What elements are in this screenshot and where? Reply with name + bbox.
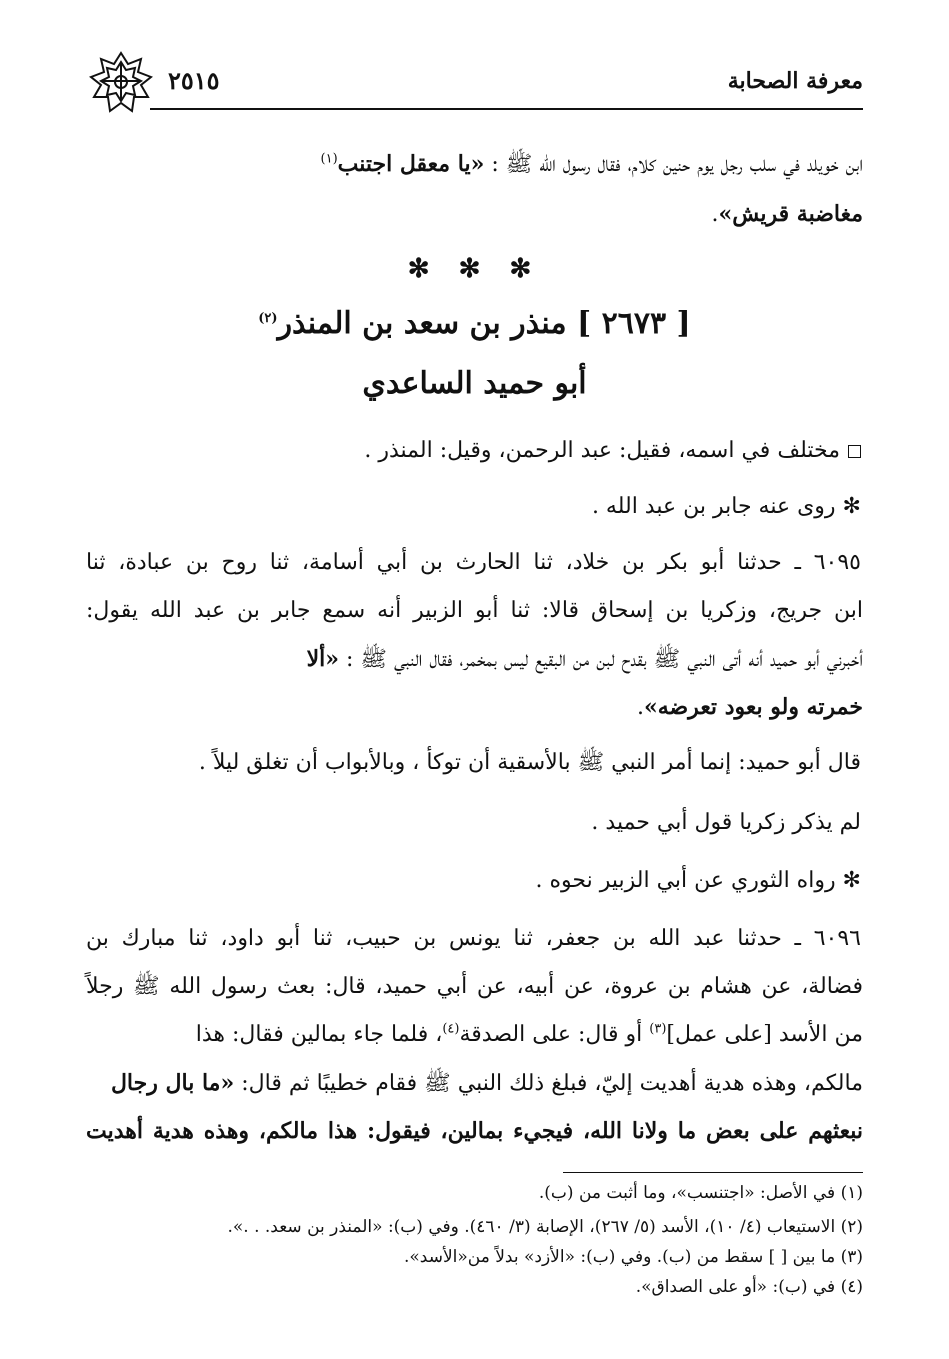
hadith-line: ابن جريج، وزكريا بن إسحاق قالا: ثنا أبو الزبير أنه سمع جابر بن عبد الله يقول:: [86, 598, 863, 623]
text-line: [86, 197, 863, 232]
footnote: (١) في الأصل: «اجتنسب»، وما أثبت من (ب).: [538, 1183, 863, 1203]
footnote: (٢) الاستيعاب (٤/ ١٠)، الأسد (٥/ ٢٦٧)، الإصابة (٣/ ٤٦٠). وفي (ب): «المنذر بن سعد. . .».: [227, 1217, 863, 1237]
text-line: لم يذكر زكريا قول أبي حميد .: [591, 810, 861, 835]
hadith-line: [86, 642, 863, 677]
text-segment: ابن خويلد في سلب رجل يوم حنين كلام، فقال رسول الله ﷺ :: [491, 152, 863, 177]
footnote-ref: (١): [320, 151, 338, 167]
hadith-line: [86, 1018, 863, 1052]
section-divider: ✻ ✻ ✻: [407, 254, 542, 284]
header-rule: [150, 108, 863, 110]
hadith-quote: مغاضبة قريش»: [718, 201, 863, 227]
hadith-line: نبعثهم على بعض ما ولانا الله، فيجيء بمالين، فيقول: هذا مالكم، وهذه هدية أهديت: [86, 1118, 863, 1144]
text-segment: أخبرني أبو حميد أنه أتى النبي ﷺ بقدح لبن من البقيع ليس بمخمر، فقال النبي ﷺ :: [346, 647, 863, 672]
footnote: (٤) في (ب): «أو على الصداق».: [635, 1277, 863, 1297]
hadith-quote: «يا معقل اجتنب: [337, 151, 485, 177]
entry-title: [0, 306, 949, 341]
text-line: قال أبو حميد: إنما أمر النبي ﷺ بالأسقية أن توكأ ، وبالأبواب أن تغلق ليلاً .: [198, 750, 861, 775]
footnote-ref: (٢): [258, 311, 278, 326]
text-segment: مالكم، وهذه هدية أهديت إليّ، فبلغ ذلك النبي ﷺ فقام خطيبًا ثم قال:: [241, 1071, 863, 1096]
hadith-quote: «ألا: [306, 646, 340, 672]
footnote-rule: [563, 1172, 863, 1173]
text-segment: أو قال: على الصدقة: [459, 1022, 650, 1047]
hadith-quote: خمرته ولو بعود تعرضه»: [643, 694, 863, 720]
text-segment: .: [711, 202, 719, 227]
hadith-line: ٦٠٩٥ ـ حدثنا أبو بكر بن خلاد، ثنا الحارث بن أبي أسامة، ثنا روح بن عبادة، ثنا: [86, 550, 861, 575]
text-segment: ، فلما جاء بمالين فقال: هذا: [195, 1022, 443, 1047]
entry-title-text: [ ٢٦٧٣ ] منذر بن سعد بن المنذر: [277, 306, 691, 341]
hadith-line: [86, 1066, 863, 1101]
running-title: معرفة الصحابة: [727, 68, 863, 94]
hadith-line: ٦٠٩٦ ـ حدثنا عبد الله بن جعفر، ثنا يونس بن حبيب، ثنا أبو داود، ثنا مبارك بن: [86, 926, 861, 951]
text-line: [86, 147, 863, 182]
page-number: ٢٥١٥: [168, 66, 220, 95]
footnote-ref: (٣): [649, 1021, 667, 1037]
page-header: [92, 62, 863, 102]
text-segment: مختلف في اسمه، فقيل: عبد الرحمن، وقيل: المنذر .: [364, 438, 840, 463]
text-segment: .: [636, 695, 644, 720]
hadith-line: [86, 690, 863, 725]
text-line: [86, 434, 861, 468]
footnote: (٣) ما بين [ ] سقط من (ب). وفي (ب): «الأزد» بدلاً من«الأسد».: [403, 1247, 863, 1267]
text-line: ✻ روى عنه جابر بن عبد الله .: [591, 494, 861, 519]
hadith-quote: «ما بال رجال: [110, 1070, 235, 1096]
ornament-icon: [88, 50, 154, 116]
entry-kunya: أبو حميد الساعدي: [362, 366, 587, 401]
square-bullet-icon: [848, 445, 861, 458]
footnote-ref: (٤): [442, 1021, 460, 1037]
hadith-line: فضالة، عن هشام بن عروة، عن أبيه، عن أبي حميد، قال: بعث رسول الله ﷺ رجلاً: [86, 974, 864, 999]
text-line: ✻ رواه الثوري عن أبي الزبير نحوه .: [535, 868, 861, 893]
text-segment: من الأسد [على عمل]: [666, 1022, 863, 1047]
